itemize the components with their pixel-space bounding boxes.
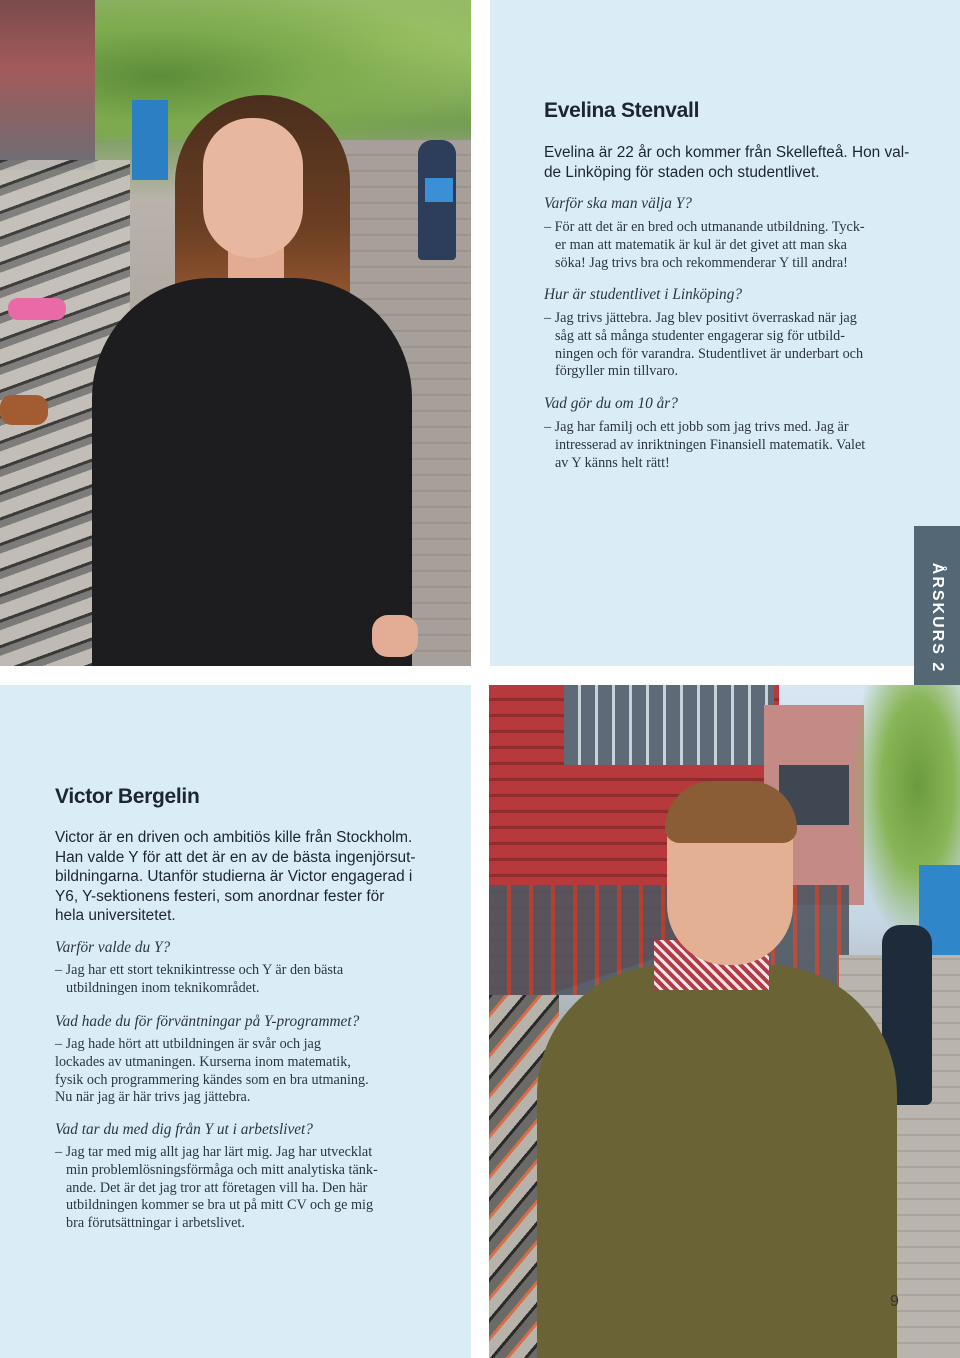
evelina-answer-2: – Jag trivs jättebra. Jag blev positivt överraskad när jag såg att så många studenter engagerar sig för utbild- ningen och för varandra. Studentlivet är underbart och förgyller min tillvaro. — [544, 310, 864, 380]
victor-profile-box — [0, 685, 471, 1358]
page-number: 9 — [890, 1293, 899, 1310]
evelina-answer-3: – Jag har familj och ett jobb som jag trivs med. Jag är intresserad av inriktningen Finansiell matematik. Valet av Y känns helt rätt! — [544, 419, 866, 471]
victor-intro: Victor är en driven och ambitiös kille från Stockholm. Han valde Y för att det är en av de bästa ingenjörsut- bildningarna. Utanför studierna är Victor engagerad i Y6, Y-sektionens festeri, som anordnar fester för hela universitetet. — [55, 829, 416, 924]
evelina-profile-box — [490, 0, 960, 666]
victor-name: Victor Bergelin — [55, 785, 200, 808]
evelina-name: Evelina Stenvall — [544, 99, 700, 122]
photo-evelina — [0, 0, 471, 666]
victor-answer-2: – Jag hade hört att utbildningen är svår och jag lockades av utmaningen. Kurserna inom matematik, fysik och programmering kändes som en bra utmaning. Nu när jag är här trivs jag jättebra. — [55, 1036, 369, 1106]
section-tab — [914, 526, 960, 709]
victor-question-2: Vad hade du för förväntningar på Y-programmet? — [55, 1013, 360, 1030]
victor-answer-1: – Jag har ett stort teknikintresse och Y är den bästa utbildningen inom teknikområdet. — [55, 962, 344, 996]
evelina-question-2: Hur är studentlivet i Linköping? — [544, 286, 743, 303]
evelina-question-3: Vad gör du om 10 år? — [544, 395, 678, 412]
victor-question-1: Varför valde du Y? — [55, 939, 171, 956]
evelina-intro: Evelina är 22 år och kommer från Skellefteå. Hon val- de Linköping för staden och studentlivet. — [544, 144, 910, 181]
evelina-answer-1: – För att det är en bred och utmanande utbildning. Tyck- er man att matematik är kul är det givet att man ska söka! Jag trivs bra och rekommenderar Y till andra! — [544, 219, 865, 271]
victor-answer-3: – Jag tar med mig allt jag har lärt mig. Jag har utvecklat min problemlösningsförmåga och mitt analytiska tänk- ande. Det är det jag tror att företagen vill ha. Den här utbildningen kommer se bra ut på mitt CV och ge mig bra förutsättningar i arbetslivet. — [55, 1144, 378, 1232]
section-tab-label: ÅRSKURS 2 — [929, 562, 946, 673]
photo-victor — [489, 685, 960, 1358]
victor-question-3: Vad tar du med dig från Y ut i arbetslivet? — [55, 1121, 313, 1138]
evelina-question-1: Varför ska man välja Y? — [544, 195, 692, 212]
